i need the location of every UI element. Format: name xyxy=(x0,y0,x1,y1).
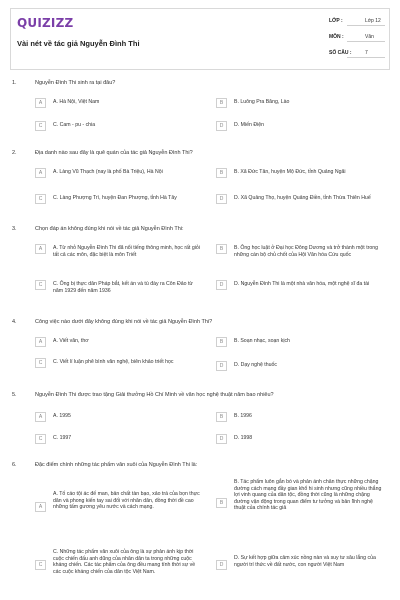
option-text: B. Ông học luật ở Đại học Đông Dương và trở thành một trong những cán bộ chủ chốt của Hội Văn hóa Cứu quốc xyxy=(234,245,379,258)
question-2 xyxy=(12,150,390,220)
meta-question-count-value: 7 xyxy=(347,49,385,58)
option-letter-box[interactable]: D xyxy=(216,121,227,131)
option-text: A. Tố cáo tội ác đế man, bản chất tàn bạo, xảo trá của bọn thực dân và phong kiến tay sai đối với nhân dân, đồng thời đề cao những tấm gương yêu nước và cách mạng. xyxy=(53,491,200,511)
option-letter-box[interactable]: B xyxy=(216,498,227,508)
option-letter-box[interactable]: C xyxy=(35,121,46,131)
option-text: A. Viết văn, thơ xyxy=(53,338,89,344)
option-text: B. Tác phẩm luôn gắn bó và phản ánh chân thực những chặng đường cách mạng đầy gian khổ hi sinh nhưng cũng nhiều thắng lợi vinh quang của dân tộc, đồng thời cũng là những chặng đường vận động trong quan điểm tư tưởng và bản lĩnh nghệ thuật của chính tác giả xyxy=(234,479,382,512)
question-text: Nguyễn Đình Thi sinh ra tại đâu? xyxy=(35,80,116,86)
option-text: C. 1997 xyxy=(53,435,72,441)
option-letter-box[interactable]: B xyxy=(216,244,227,254)
meta-subject xyxy=(329,33,387,43)
question-number: 1. xyxy=(12,80,17,86)
option-letter-box[interactable]: B xyxy=(216,98,227,108)
option-letter-box[interactable]: B xyxy=(216,168,227,178)
option-text: A. Làng Vũ Thạch (nay là phố Bà Triệu), Hà Nội xyxy=(53,169,163,175)
option-text: D. Miến Điện xyxy=(234,122,264,128)
option-text: C. Cam - pu - chia xyxy=(53,122,96,128)
question-6 xyxy=(12,462,390,596)
option-text: D. Sự kết hợp giữa cảm xúc nồng nàn và suy tư sâu lắng của người trí thức về đất nước, con người Việt Nam xyxy=(234,555,376,568)
option-letter-box[interactable]: A xyxy=(35,98,46,108)
option-text: B. Xã Đức Tân, huyện Mộ Đức, tỉnh Quảng Ngãi xyxy=(234,169,346,175)
option-letter-box[interactable]: C xyxy=(35,280,46,290)
question-text: Chọn đáp án không đúng khi nói về tác giả Nguyễn Đình Thi: xyxy=(35,226,184,232)
option-text: C. Những tác phẩm văn xuôi của ông là sự phản ánh kịp thời cuộc chiến đấu anh dũng của nhân dân ta trong những cuộc kháng chiến. Các tác phẩm của ông đều mang tính thời sự về các cuộc kháng chiến của dân tộc Việt Nam. xyxy=(53,549,196,575)
option-letter-box[interactable]: C xyxy=(35,560,46,570)
question-text: Địa danh nào sau đây là quê quán của tác giả Nguyễn Đình Thi? xyxy=(35,150,193,156)
meta-class-value: Lớp 12 xyxy=(347,17,385,26)
meta-subject-label: MÔN : xyxy=(329,34,344,40)
question-number: 4. xyxy=(12,319,17,325)
option-letter-box[interactable]: A xyxy=(35,412,46,422)
option-text: D. 1998 xyxy=(234,435,253,441)
option-letter-box[interactable]: C xyxy=(35,434,46,444)
option-text: D. Nguyễn Đình Thi là một nhà văn hóa, một nghệ sĩ đa tài xyxy=(234,281,370,287)
meta-class-label: LỚP : xyxy=(329,18,343,24)
meta-question-count xyxy=(329,49,387,59)
worksheet-title: Vài nét về tác giả Nguyễn Đình Thi xyxy=(17,39,140,48)
question-4 xyxy=(12,319,390,383)
option-letter-box[interactable]: A xyxy=(35,168,46,178)
question-number: 5. xyxy=(12,392,17,398)
option-text: C. Làng Phượng Trì, huyện Đan Phượng, tỉnh Hà Tây xyxy=(53,195,177,201)
option-letter-box[interactable]: D xyxy=(216,194,227,204)
option-text: B. Soạn nhạc, soạn kịch xyxy=(234,338,290,344)
meta-question-count-label: SỐ CÂU : xyxy=(329,50,352,56)
option-letter-box[interactable]: D xyxy=(216,434,227,444)
question-1 xyxy=(12,80,390,140)
question-5 xyxy=(12,392,390,452)
option-letter-box[interactable]: A xyxy=(35,244,46,254)
option-letter-box[interactable]: C xyxy=(35,358,46,368)
option-letter-box[interactable]: D xyxy=(216,361,227,371)
option-letter-box[interactable]: B xyxy=(216,337,227,347)
question-3 xyxy=(12,226,390,308)
question-number: 3. xyxy=(12,226,17,232)
question-text: Công việc nào dưới đây không đúng khi nói về tác giả Nguyễn Đình Thi? xyxy=(35,319,213,325)
option-letter-box[interactable]: B xyxy=(216,412,227,422)
question-number: 6. xyxy=(12,462,17,468)
option-text: C. Viết lí luận phê bình văn nghệ, biên khảo triết học xyxy=(53,359,174,365)
option-text: B. 1996 xyxy=(234,413,252,419)
quizizz-logo: QUIZIZZ xyxy=(17,16,74,30)
option-letter-box[interactable]: A xyxy=(35,502,46,512)
option-text: A. 1995 xyxy=(53,413,71,419)
option-letter-box[interactable]: D xyxy=(216,560,227,570)
question-text: Đặc điểm chính những tác phẩm văn xuôi của Nguyễn Đình Thi là: xyxy=(35,462,198,468)
option-letter-box[interactable]: A xyxy=(35,337,46,347)
meta-subject-value: Văn xyxy=(347,33,385,42)
option-letter-box[interactable]: D xyxy=(216,280,227,290)
option-text: A. Từ nhỏ Nguyễn Đình Thi đã nổi tiếng thông minh, học rất giỏi tất cả các môn, đặc biệt là môn Triết xyxy=(53,245,200,258)
option-text: A. Hà Nội, Việt Nam xyxy=(53,99,100,105)
option-text: C. Ông bị thực dân Pháp bắt, kết án và tù đày ra Côn Đảo từ năm 1929 đến năm 1936 xyxy=(53,281,193,294)
worksheet-header xyxy=(10,8,390,70)
option-letter-box[interactable]: C xyxy=(35,194,46,204)
option-text: D. Xã Quảng Thọ, huyện Quảng Điền, tỉnh Thừa Thiên Huế xyxy=(234,195,371,201)
option-text: B. Luông Pra Băng, Lào xyxy=(234,99,290,105)
question-number: 2. xyxy=(12,150,17,156)
question-text: Nguyễn Đình Thi được trao tặng Giải thưởng Hồ Chí Minh về văn học nghệ thuật năm bao nhiêu? xyxy=(35,392,274,398)
option-text: D. Dạy nghệ thuốc xyxy=(234,362,277,368)
meta-class xyxy=(329,17,387,27)
